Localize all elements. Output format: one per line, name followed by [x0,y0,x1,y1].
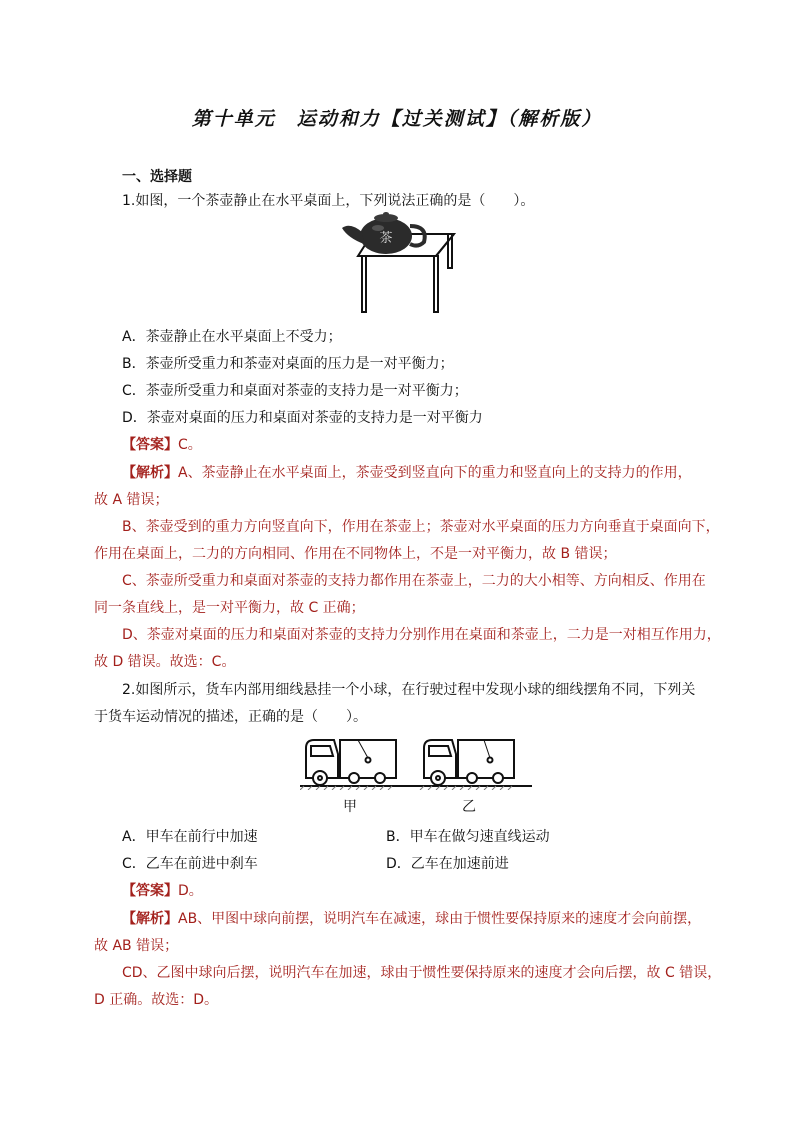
q2-analysis-label: 【解析】 [122,911,178,927]
truck-caption-jia: 甲 [343,799,357,815]
trucks-figure [300,734,532,790]
q1-answer-value: C。 [178,437,202,453]
q1-answer-label: 【答案】 [122,437,178,453]
q2-analysis-line-2: 故 AB 错误； [94,938,179,954]
q2-stem-line-2: 于货车运动情况的描述，正确的是（ ）。 [94,709,367,725]
page-title: 第十单元 运动和力【过关测试】（解析版） [191,108,603,130]
q2-analysis-text-1: AB、甲图中球向前摆，说明汽车在减速，球由于惯性要保持原来的速度才会向前摆， [178,911,702,927]
teapot-on-table-figure [336,212,462,316]
q2-analysis-line-1 [122,908,701,928]
q1-analysis-line-3: B、茶壶受到的重力方向竖直向下，作用在茶壶上；茶壶对水平桌面的压力方向垂直于桌面向下， [122,519,720,535]
q2-stem-line-1: 2.如图所示，货车内部用细线悬挂一个小球，在行驶过程中发现小球的细线摆角不同，下列关 [122,682,696,698]
q1-option-a: A．茶壶静止在水平桌面上不受力； [122,329,342,345]
q1-analysis-line-1 [122,462,692,482]
q2-answer-value: D。 [178,883,203,899]
q1-analysis-line-6: 同一条直线上，是一对平衡力，故 C 正确； [94,600,365,616]
truck-jia [306,740,396,785]
q2-answer [122,880,203,900]
q2-option-d: D．乙车在加速前进 [386,856,509,872]
q1-analysis-line-2: 故 A 错误； [94,492,169,508]
q2-analysis-line-4: D 正确。故选：D。 [94,992,219,1008]
q1-analysis-line-7: D、茶壶对桌面的压力和桌面对茶壶的支持力分别作用在桌面和茶壶上，二力是一对相互作用力， [122,627,721,643]
q2-option-b: B．甲车在做匀速直线运动 [386,829,550,845]
teapot-label: 茶 [379,231,393,246]
q2-answer-label: 【答案】 [122,883,178,899]
section-heading: 一、选择题 [122,169,192,185]
q1-analysis-line-4: 作用在桌面上，二力的方向相同、作用在不同物体上，不是一对平衡力，故 B 错误； [94,546,617,562]
q1-analysis-label: 【解析】 [122,465,178,481]
q1-stem: 1.如图，一个茶壶静止在水平桌面上，下列说法正确的是（ ）。 [122,193,535,209]
q1-analysis-line-8: 故 D 错误。故选：C。 [94,654,236,670]
q1-option-c: C．茶壶所受重力和桌面对茶壶的支持力是一对平衡力； [122,383,468,399]
truck-yi [424,740,514,785]
q1-answer [122,434,202,454]
q1-analysis-text-1: A、茶壶静止在水平桌面上，茶壶受到竖直向下的重力和竖直向上的支持力的作用， [178,465,692,481]
q1-option-d: D．茶壶对桌面的压力和桌面对茶壶的支持力是一对平衡力 [122,410,483,426]
truck-caption-yi: 乙 [462,799,476,815]
q2-option-a: A．甲车在前行中加速 [122,829,258,845]
q2-analysis-line-3: CD、乙图中球向后摆，说明汽车在加速，球由于惯性要保持原来的速度才会向后摆，故 C 错误， [122,965,722,981]
q1-option-b: B．茶壶所受重力和茶壶对桌面的压力是一对平衡力； [122,356,454,372]
q1-analysis-line-5: C、茶壶所受重力和桌面对茶壶的支持力都作用在茶壶上，二力的大小相等、方向相反、作用在 [122,573,706,589]
q2-option-c: C．乙车在前进中刹车 [122,856,258,872]
